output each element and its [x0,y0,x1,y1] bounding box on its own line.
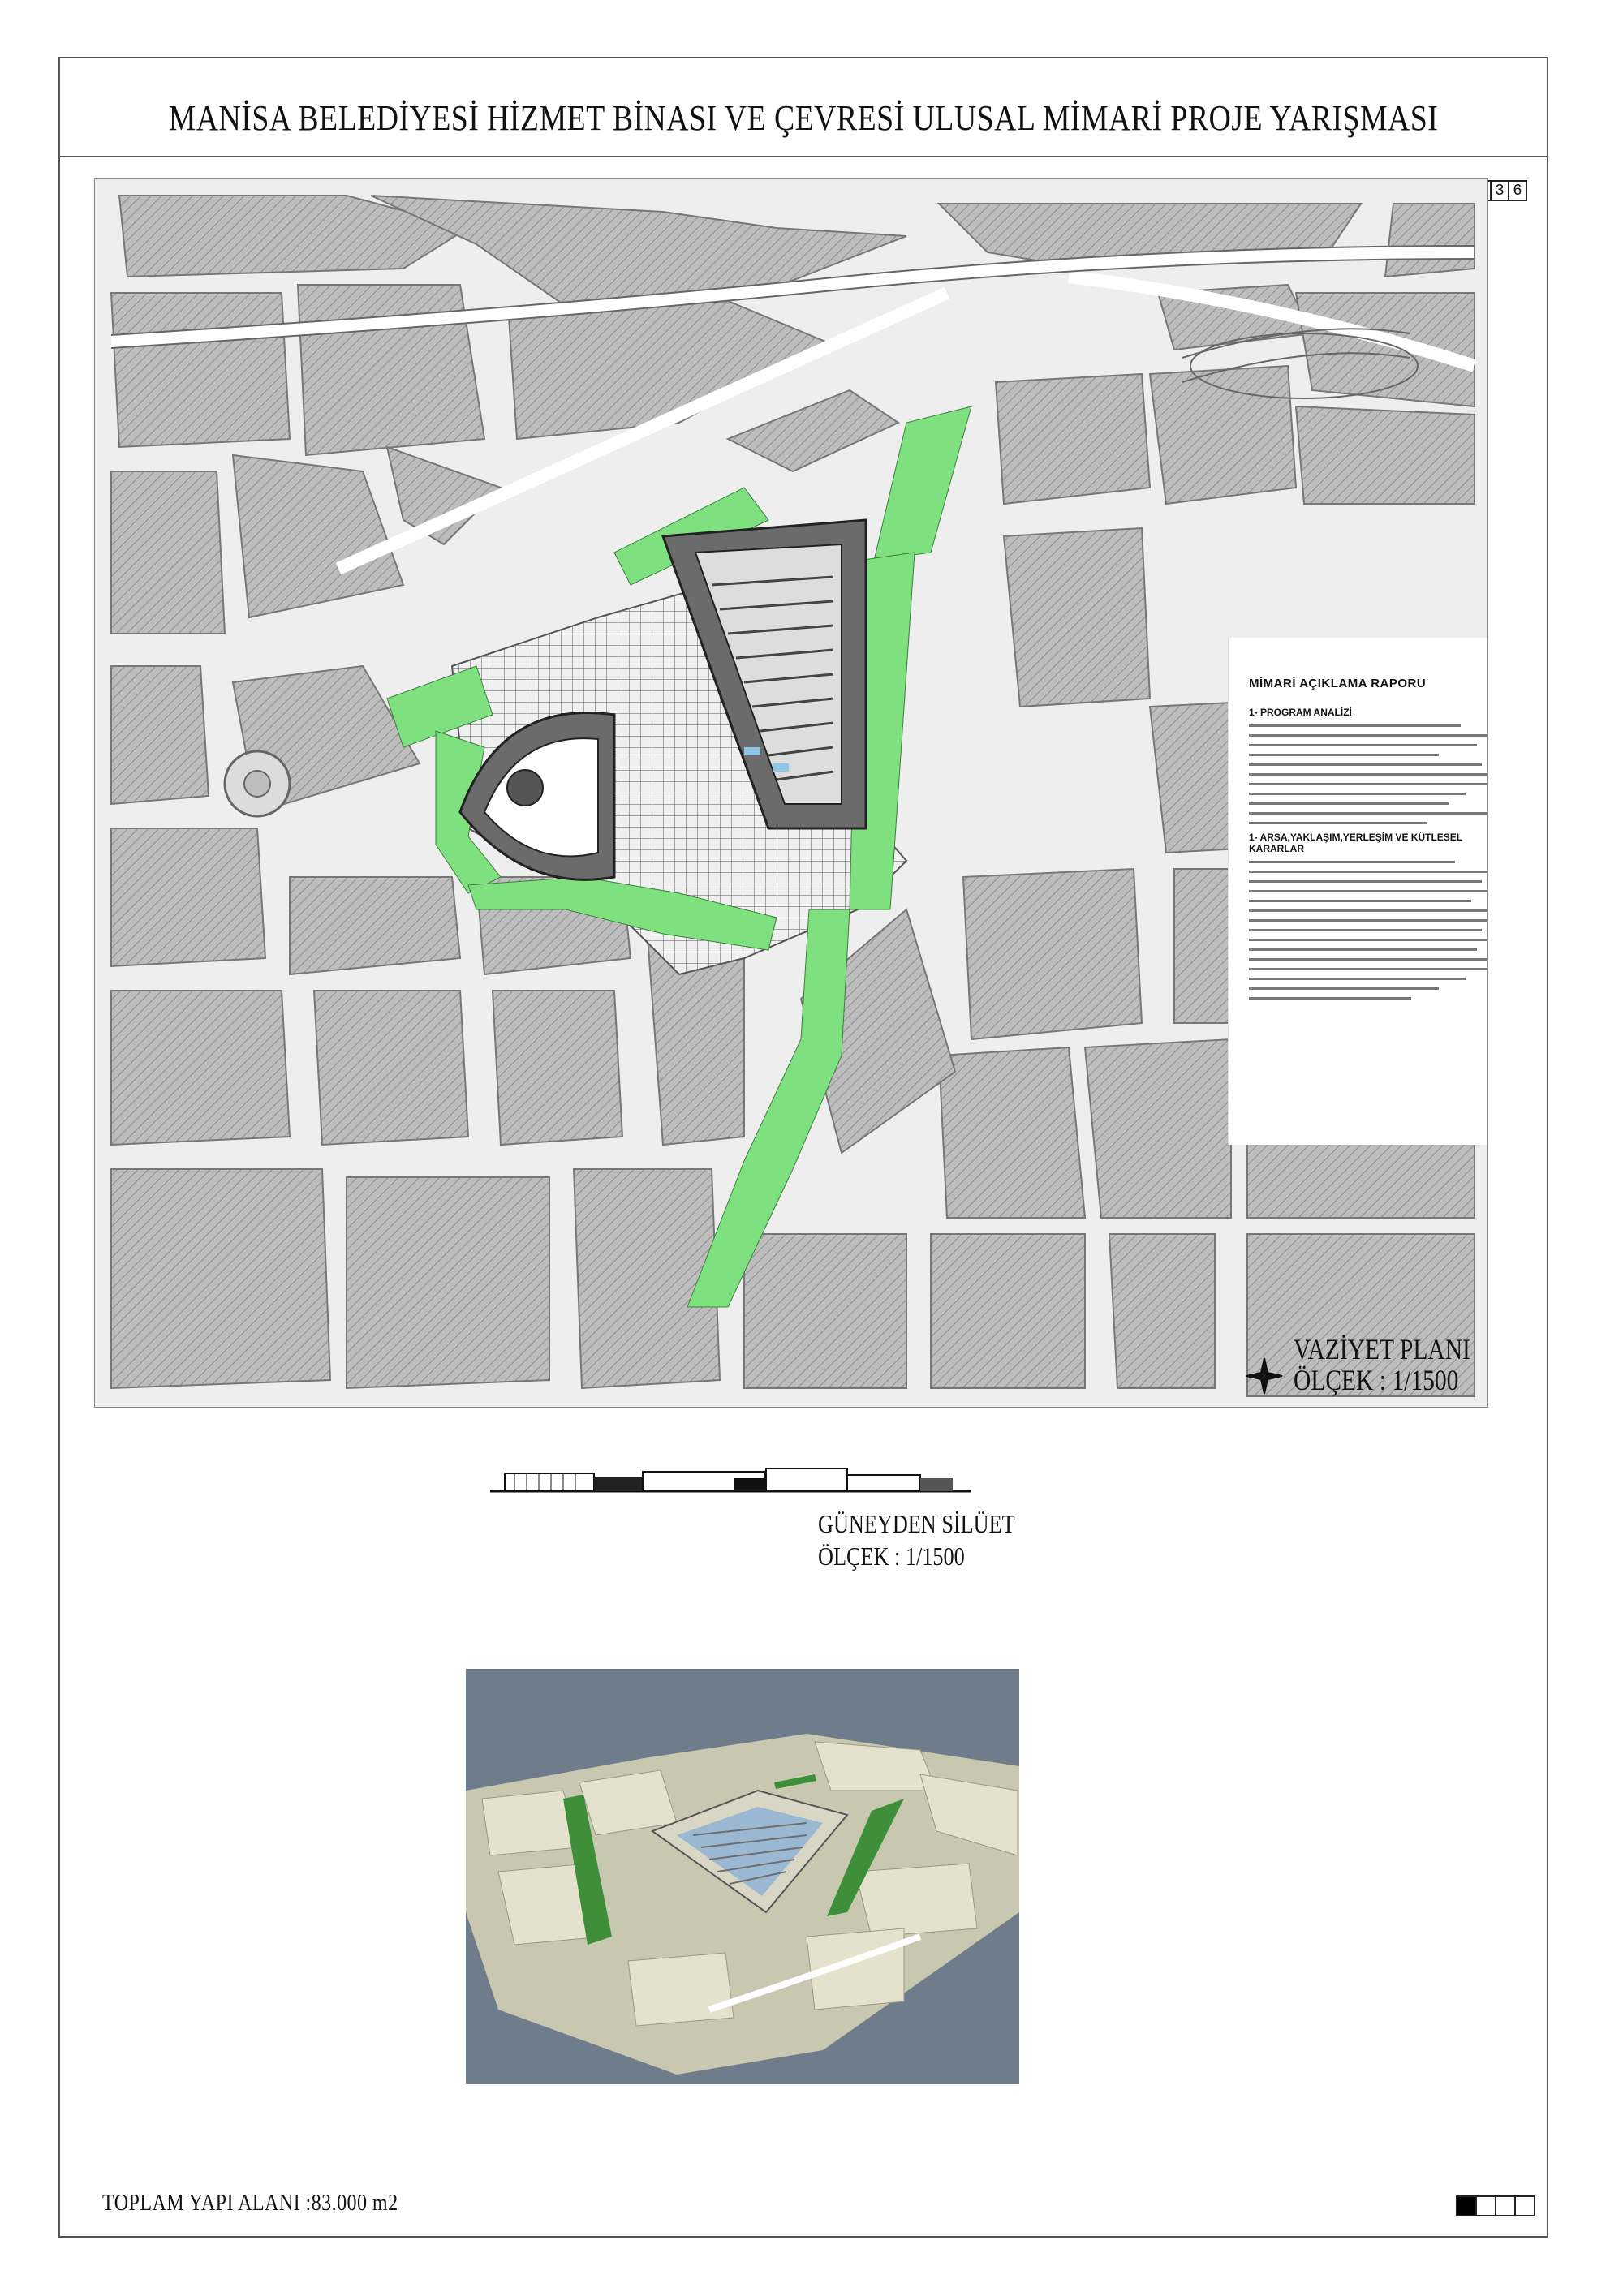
silhouette-scale: ÖLÇEK : 1/1500 [818,1541,965,1571]
aerial-3d-render [466,1669,1019,2084]
sheet-title: MANİSA BELEDİYESİ HİZMET BİNASI VE ÇEVRESİ ULUSAL MİMARİ PROJE YARIŞMASI [168,98,1439,138]
sheet-index-box [1456,2195,1477,2216]
title-band [58,57,1548,157]
report-panel [1228,638,1488,1145]
report-text-block [1249,861,1488,1000]
code-digit: 6 [1508,180,1527,201]
site-plan-map[interactable] [94,178,1488,1408]
site-plan-scale: ÖLÇEK : 1/1500 [1294,1364,1459,1396]
sheet-index-box [1514,2195,1535,2216]
code-digit: 3 [1490,180,1509,201]
total-building-area: TOPLAM YAPI ALANI :83.000 m2 [102,2191,398,2216]
sheet-index-box [1495,2195,1516,2216]
report-title: MİMARİ AÇIKLAMA RAPORU [1249,677,1427,690]
south-silhouette-drawing [490,1460,971,1496]
north-arrow-icon [1245,1357,1284,1395]
report-heading: 1- ARSA,YAKLAŞIM,YERLEŞİM VE KÜTLESEL KARARLAR [1249,832,1462,854]
report-text-block [1249,724,1488,824]
silhouette-title: GÜNEYDEN SİLÜET [818,1509,1015,1538]
sheet-index-box [1475,2195,1496,2216]
site-plan-title: VAZİYET PLANI [1294,1333,1470,1365]
sheet-index-boxes [1457,2195,1535,2216]
report-heading: 1- PROGRAM ANALİZİ [1249,707,1352,718]
render-image [466,1669,1019,2084]
